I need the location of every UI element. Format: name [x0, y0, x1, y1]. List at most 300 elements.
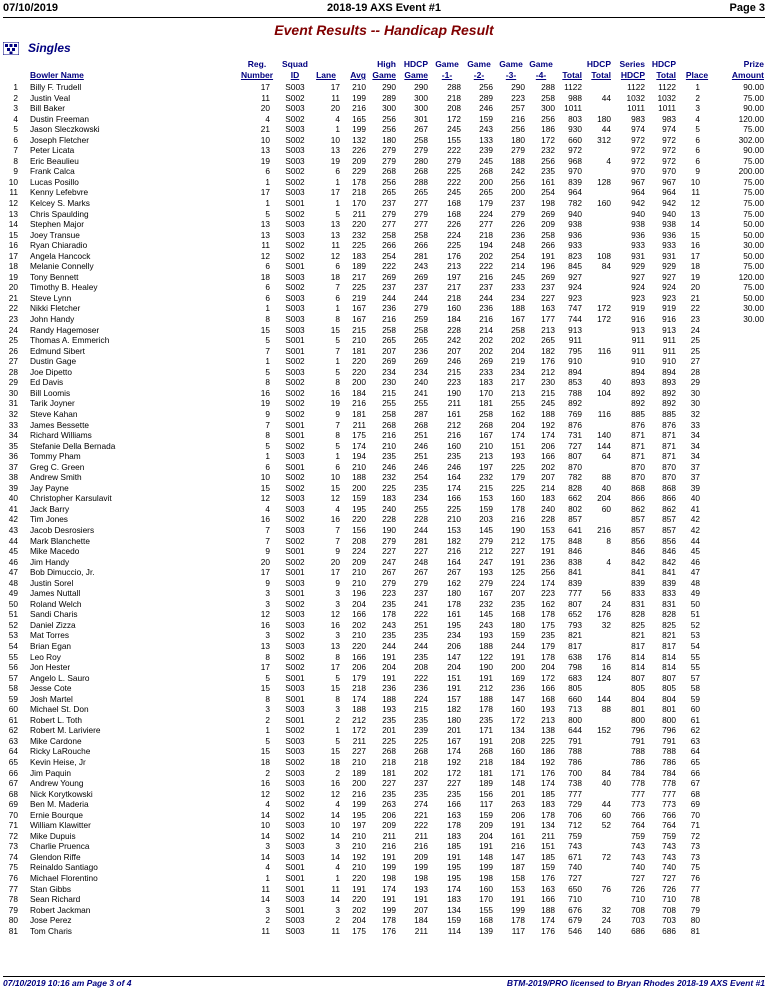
cell-reg: 13 [260, 640, 270, 651]
cell-place: 10 [690, 176, 700, 187]
cell-hdcp-game: 244 [414, 640, 428, 651]
cell-hdcp-game: 300 [414, 103, 428, 114]
cell-series: 972 [631, 155, 645, 166]
cell-avg: 181 [352, 345, 366, 356]
cell-game-1: 134 [447, 904, 461, 915]
cell-total: 713 [568, 704, 582, 715]
cell-hdcp-game: 215 [414, 704, 428, 715]
table-row [0, 789, 768, 800]
col-g1-top: Game [435, 59, 459, 69]
cell-game-4: 192 [541, 757, 555, 767]
cell-reg: 3 [265, 630, 270, 641]
cell-lane: 4 [335, 503, 340, 514]
cell-hdcp-tot: 817 [662, 640, 676, 651]
page-footer [3, 977, 765, 989]
table-row [0, 873, 768, 884]
cell-avg: 181 [352, 408, 366, 419]
cell-reg: 18 [260, 271, 270, 282]
cell-squad: S003 [285, 229, 305, 240]
cell-game-1: 226 [447, 219, 461, 230]
cell-total: 838 [568, 556, 582, 567]
table-row [0, 810, 768, 821]
cell-reg: 15 [260, 482, 270, 493]
cell-hdcp-tot: 805 [662, 683, 676, 694]
cell-place: 80 [690, 915, 700, 926]
cell-total: 706 [568, 809, 582, 820]
cell-avg: 197 [352, 820, 366, 831]
cell-game-2: 216 [479, 271, 493, 282]
cell-series: 786 [631, 757, 645, 767]
cell-game-1: 210 [447, 514, 461, 525]
cell-total: 650 [568, 883, 582, 894]
cell-squad: S002 [285, 250, 305, 261]
cell-game-3: 178 [511, 503, 525, 514]
cell-place: 6 [695, 145, 700, 156]
cell-reg: 7 [265, 524, 270, 535]
cell-squad: S003 [285, 187, 305, 198]
cell-reg: 4 [265, 503, 270, 514]
table-row [0, 103, 768, 114]
cell-series: 708 [631, 904, 645, 915]
cell-total: 786 [568, 757, 582, 767]
cell-place: 25 [690, 345, 700, 356]
cell-avg: 202 [352, 904, 366, 915]
cell-hdcp-total: 44 [601, 124, 611, 135]
cell-squad: S002 [285, 176, 305, 187]
cell-rank: 72 [8, 830, 18, 841]
table-row [0, 230, 768, 241]
cell-hdcp-total: 60 [601, 809, 611, 820]
cell-total: 727 [568, 873, 582, 884]
cell-avg: 209 [352, 556, 366, 567]
table-row [0, 177, 768, 188]
page-header [3, 2, 765, 16]
cell-rank: 52 [8, 619, 18, 630]
cell-high: 236 [382, 683, 396, 694]
cell-game-4: 174 [541, 430, 555, 441]
cell-game-2: 178 [479, 704, 493, 715]
cell-bowler: Greg C. Green [30, 461, 85, 472]
cell-hdcp-tot: 740 [662, 862, 676, 873]
cell-game-4: 186 [541, 746, 555, 757]
cell-series: 805 [631, 683, 645, 694]
cell-reg: 12 [260, 788, 270, 799]
cell-game-3: 153 [511, 883, 525, 894]
cell-bowler: William Klawitter [30, 820, 91, 831]
cell-game-2: 289 [479, 92, 493, 103]
cell-rank: 39 [8, 482, 18, 493]
cell-high: 191 [382, 894, 396, 905]
col-total: Total [562, 70, 582, 80]
cell-game-1: 185 [447, 841, 461, 852]
cell-bowler: Reinaldo Santiago [30, 862, 98, 873]
cell-place: 1 [695, 82, 700, 92]
cell-place: 33 [690, 419, 700, 430]
cell-hdcp-game: 234 [414, 366, 428, 377]
cell-game-4: 174 [541, 577, 555, 588]
cell-bowler: Kevin Heise, Jr [30, 757, 86, 767]
cell-series: 857 [631, 514, 645, 525]
cell-hdcp-total: 44 [601, 92, 611, 103]
cell-bowler: Angela Hancock [30, 250, 91, 261]
cell-avg: 226 [352, 145, 366, 156]
cell-hdcp-tot: 913 [662, 324, 676, 335]
cell-rank: 61 [8, 714, 18, 725]
cell-rank: 17 [8, 250, 18, 261]
cell-series: 871 [631, 430, 645, 441]
cell-hdcp-game: 268 [414, 166, 428, 177]
cell-game-4: 269 [541, 271, 555, 282]
cell-squad: S002 [285, 377, 305, 388]
cell-avg: 199 [352, 124, 366, 135]
cell-game-1: 246 [447, 461, 461, 472]
table-row [0, 82, 768, 93]
cell-game-2: 216 [479, 314, 493, 325]
col-hdcpg-bot: Game [404, 70, 428, 80]
cell-reg: 17 [260, 82, 270, 92]
cell-squad: S002 [285, 809, 305, 820]
cell-squad: S002 [285, 662, 305, 673]
cell-squad: S002 [285, 556, 305, 567]
cell-place: 18 [690, 261, 700, 272]
cell-hdcp-tot: 777 [662, 788, 676, 799]
table-row [0, 694, 768, 705]
table-row [0, 536, 768, 547]
cell-total: 876 [568, 419, 582, 430]
cell-game-3: 151 [511, 440, 525, 451]
cell-avg: 178 [352, 176, 366, 187]
cell-game-2: 159 [479, 113, 493, 124]
cell-game-1: 206 [447, 640, 461, 651]
cell-lane: 6 [335, 292, 340, 303]
cell-hdcp-tot: 892 [662, 398, 676, 409]
cell-lane: 5 [335, 335, 340, 346]
cell-bowler: Jose Perez [30, 915, 72, 926]
cell-lane: 9 [335, 408, 340, 419]
cell-hdcp-game: 235 [414, 630, 428, 641]
cell-game-4: 223 [541, 588, 555, 599]
cell-total: 805 [568, 683, 582, 694]
cell-game-1: 157 [447, 693, 461, 704]
cell-place: 34 [690, 430, 700, 441]
cell-avg: 188 [352, 472, 366, 483]
cell-high: 204 [382, 662, 396, 673]
cell-game-4: 256 [541, 155, 555, 166]
cell-game-4: 193 [541, 704, 555, 715]
cell-game-1: 222 [447, 176, 461, 187]
cell-hdcp-game: 240 [414, 377, 428, 388]
cell-squad: S003 [285, 324, 305, 335]
cell-series: 857 [631, 524, 645, 535]
cell-total: 802 [568, 503, 582, 514]
cell-game-1: 225 [447, 240, 461, 251]
table-row [0, 525, 768, 536]
cell-place: 30 [690, 387, 700, 398]
cell-squad: S003 [285, 451, 305, 462]
cell-squad: S002 [285, 113, 305, 124]
cell-series: 894 [631, 366, 645, 377]
cell-hdcp-tot: 842 [662, 556, 676, 567]
cell-total: 933 [568, 240, 582, 251]
cell-game-4: 174 [541, 915, 555, 926]
cell-bowler: Lucas Posillo [30, 176, 79, 187]
cell-bowler: Sean Richard [30, 894, 81, 905]
cell-game-3: 202 [511, 335, 525, 346]
cell-hdcp-game: 222 [414, 609, 428, 620]
cell-rank: 47 [8, 567, 18, 578]
table-row [0, 398, 768, 409]
cell-place: 6 [695, 155, 700, 166]
cell-hdcp-total: 144 [597, 693, 611, 704]
cell-total: 892 [568, 398, 582, 409]
cell-bowler: Bob Dimuccio, Jr. [30, 567, 95, 578]
cell-squad: S003 [285, 820, 305, 831]
cell-rank: 74 [8, 851, 18, 862]
cell-game-4: 258 [541, 92, 555, 103]
cell-rank: 16 [8, 240, 18, 251]
cell-hdcp-game: 277 [414, 219, 428, 230]
cell-avg: 210 [352, 577, 366, 588]
cell-bowler: Chris Spaulding [30, 208, 89, 219]
cell-total: 676 [568, 904, 582, 915]
cell-squad: S001 [285, 904, 305, 915]
cell-hdcp-tot: 871 [662, 430, 676, 441]
cell-squad: S001 [285, 588, 305, 599]
cell-rank: 22 [8, 303, 18, 314]
cell-bowler: Timothy B. Healey [30, 282, 98, 293]
cell-series: 938 [631, 219, 645, 230]
cell-avg: 210 [352, 461, 366, 472]
cell-avg: 175 [352, 925, 366, 936]
cell-place: 76 [690, 873, 700, 884]
cell-rank: 56 [8, 662, 18, 673]
cell-place: 54 [690, 640, 700, 651]
cell-game-2: 191 [479, 735, 493, 746]
cell-series: 1011 [627, 103, 645, 114]
header-rule [3, 17, 765, 18]
cell-game-1: 225 [447, 503, 461, 514]
cell-lane: 11 [331, 92, 340, 103]
cell-avg: 210 [352, 82, 366, 92]
cell-bowler: Bill Loomis [30, 387, 71, 398]
cell-rank: 71 [8, 820, 18, 831]
cell-avg: 220 [352, 356, 366, 367]
cell-total: 731 [568, 430, 582, 441]
cell-game-4: 183 [541, 799, 555, 810]
cell-game-1: 223 [447, 377, 461, 388]
cell-prize: 75.00 [743, 261, 764, 272]
cell-lane: 6 [335, 461, 340, 472]
cell-avg: 210 [352, 830, 366, 841]
cell-place: 51 [690, 609, 700, 620]
cell-game-4: 236 [541, 556, 555, 567]
cell-hdcp-game: 269 [414, 271, 428, 282]
cell-hdcp-game: 248 [414, 556, 428, 567]
cell-lane: 2 [335, 714, 340, 725]
cell-rank: 67 [8, 778, 18, 789]
cell-total: 671 [568, 851, 582, 862]
cell-hdcp-game: 267 [414, 124, 428, 135]
cell-squad: S003 [285, 103, 305, 114]
cell-hdcp-game: 287 [414, 408, 428, 419]
table-row [0, 93, 768, 104]
cell-avg: 220 [352, 640, 366, 651]
table-row [0, 905, 768, 916]
cell-total: 788 [568, 746, 582, 757]
cell-reg: 1 [265, 725, 270, 736]
cell-reg: 14 [260, 830, 270, 841]
cell-game-4: 186 [541, 124, 555, 135]
table-row [0, 356, 768, 367]
cell-place: 34 [690, 451, 700, 462]
cell-total: 759 [568, 830, 582, 841]
cell-lane: 8 [335, 693, 340, 704]
cell-bowler: Jim Paquin [30, 767, 72, 778]
cell-bowler: John Handy [30, 314, 75, 325]
cell-rank: 48 [8, 577, 18, 588]
cell-game-4: 178 [541, 651, 555, 662]
cell-series: 967 [631, 176, 645, 187]
cell-high: 279 [382, 208, 396, 219]
cell-hdcp-game: 274 [414, 799, 428, 810]
cell-game-4: 207 [541, 472, 555, 483]
table-row [0, 114, 768, 125]
cell-game-1: 182 [447, 704, 461, 715]
cell-game-2: 236 [479, 303, 493, 314]
cell-reg: 10 [260, 472, 270, 483]
cell-place: 60 [690, 704, 700, 715]
cell-series: 870 [631, 461, 645, 472]
cell-game-3: 204 [511, 419, 525, 430]
cell-game-3: 223 [511, 92, 525, 103]
cell-lane: 11 [331, 925, 340, 936]
cell-high: 279 [382, 145, 396, 156]
cell-game-2: 193 [479, 630, 493, 641]
cell-game-2: 210 [479, 440, 493, 451]
cell-reg: 2 [265, 915, 270, 926]
cell-total: 857 [568, 514, 582, 525]
cell-bowler: Leo Roy [30, 651, 61, 662]
cell-game-3: 216 [511, 113, 525, 124]
cell-hdcp-tot: 1122 [658, 82, 676, 92]
cell-rank: 43 [8, 524, 18, 535]
cell-place: 73 [690, 841, 700, 852]
cell-hdcp-game: 288 [414, 176, 428, 187]
cell-rank: 25 [8, 335, 18, 346]
cell-total: 740 [568, 862, 582, 873]
cell-rank: 37 [8, 461, 18, 472]
results-table [0, 82, 768, 936]
cell-hdcp-game: 222 [414, 672, 428, 683]
cell-hdcp-tot: 862 [662, 503, 676, 514]
cell-lane: 16 [330, 514, 340, 525]
cell-rank: 15 [8, 229, 18, 240]
cell-hdcp-tot: 807 [662, 672, 676, 683]
cell-game-3: 168 [511, 609, 525, 620]
cell-total: 913 [568, 324, 582, 335]
cell-avg: 209 [352, 155, 366, 166]
cell-place: 44 [690, 535, 700, 546]
cell-game-1: 174 [447, 746, 461, 757]
cell-rank: 62 [8, 725, 18, 736]
cell-place: 81 [690, 925, 700, 936]
cell-bowler: Kenny Lefebvre [30, 187, 89, 198]
cell-avg: 220 [352, 514, 366, 525]
cell-hdcp-total: 124 [597, 672, 611, 683]
cell-avg: 220 [352, 219, 366, 230]
cell-reg: 16 [260, 778, 270, 789]
cell-game-4: 214 [541, 482, 555, 493]
cell-bowler: Jim Handy [30, 556, 70, 567]
cell-reg: 20 [260, 556, 270, 567]
cell-high: 174 [382, 883, 396, 894]
cell-avg: 225 [352, 282, 366, 293]
cell-high: 206 [382, 809, 396, 820]
cell-lane: 4 [335, 113, 340, 124]
cell-game-2: 218 [479, 757, 493, 767]
cell-reg: 20 [260, 103, 270, 114]
cell-high: 201 [382, 725, 396, 736]
cell-series: 870 [631, 472, 645, 483]
table-row [0, 799, 768, 810]
cell-game-1: 217 [447, 282, 461, 293]
table-row [0, 462, 768, 473]
cell-reg: 3 [265, 904, 270, 915]
cell-high: 198 [382, 873, 396, 884]
cell-hdcp-game: 199 [414, 862, 428, 873]
cell-game-3: 169 [511, 672, 525, 683]
cell-hdcp-tot: 974 [662, 124, 676, 135]
cell-prize: 75.00 [743, 124, 764, 135]
cell-rank: 80 [8, 915, 18, 926]
cell-hdcp-tot: 686 [662, 925, 676, 936]
cell-lane: 18 [330, 271, 340, 282]
cell-hdcp-total: 116 [597, 408, 611, 419]
cell-game-2: 160 [479, 883, 493, 894]
cell-prize: 120.00 [738, 113, 764, 124]
cell-hdcp-tot: 788 [662, 746, 676, 757]
cell-squad: S001 [285, 672, 305, 683]
cell-avg: 183 [352, 250, 366, 261]
cell-place: 63 [690, 735, 700, 746]
cell-place: 37 [690, 461, 700, 472]
cell-high: 279 [382, 155, 396, 166]
cell-lane: 2 [335, 915, 340, 926]
col-high-top: High [377, 59, 396, 69]
cell-place: 67 [690, 778, 700, 789]
cell-lane: 16 [330, 778, 340, 789]
cell-game-1: 162 [447, 577, 461, 588]
cell-game-3: 171 [511, 767, 525, 778]
table-row [0, 483, 768, 494]
cell-hdcp-total: 60 [601, 503, 611, 514]
cell-game-2: 268 [479, 419, 493, 430]
cell-total: 638 [568, 651, 582, 662]
cell-series: 910 [631, 356, 645, 367]
cell-game-2: 183 [479, 377, 493, 388]
cell-hdcp-total: 152 [597, 725, 611, 736]
cell-high: 279 [382, 577, 396, 588]
cell-total: 660 [568, 693, 582, 704]
cell-hdcp-total: 180 [597, 113, 611, 124]
cell-squad: S001 [285, 461, 305, 472]
cell-squad: S002 [285, 651, 305, 662]
cell-game-2: 159 [479, 503, 493, 514]
cell-squad: S002 [285, 630, 305, 641]
cell-hdcp-total: 64 [601, 451, 611, 462]
cell-hdcp-tot: 933 [662, 240, 676, 251]
cell-high: 237 [382, 282, 396, 293]
